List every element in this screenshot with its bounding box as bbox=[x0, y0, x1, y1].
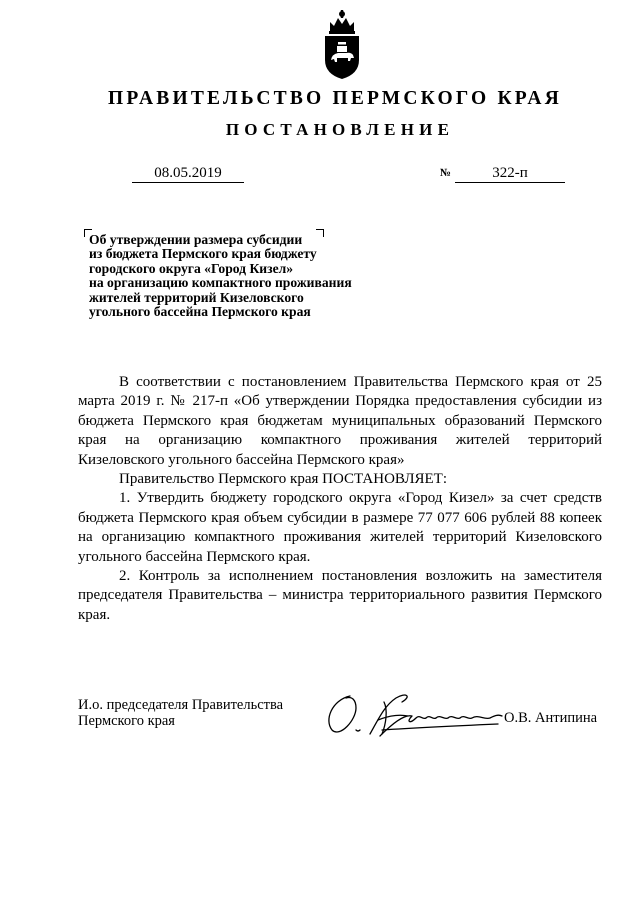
body-paragraph-item-2: 2. Контроль за исполнением постановления возложить на заместителя председателя Правительства – министра территориального развития Пермского края. bbox=[78, 568, 602, 623]
signer-position-line: Пермского края bbox=[78, 713, 175, 729]
signer-name: О.В. Антипина bbox=[504, 710, 598, 726]
document-date: 08.05.2019 bbox=[132, 164, 244, 183]
signer-position bbox=[78, 697, 283, 729]
body-paragraph-preamble: В соответствии с постановлением Правительства Пермского края от 25 марта 2019 г. № 217-п «Об утверждении Порядка предоставления субсидии из бюджета Пермского края бюджетам муниципальных образований Пермского края на организацию компактного проживания жителей территорий Кизеловского угольного бассейна Пермского края» bbox=[78, 374, 602, 468]
document-type: ПОСТАНОВЛЕНИЕ bbox=[225, 120, 455, 139]
number-sign: № bbox=[440, 167, 452, 179]
perm-krai-coat-of-arms-icon bbox=[322, 8, 362, 80]
document-body bbox=[78, 373, 602, 625]
subject-line: жителей территорий Кизеловского bbox=[89, 289, 304, 305]
document-number: 322-п bbox=[455, 164, 565, 183]
subject-line: на организацию компактного проживания bbox=[89, 275, 352, 291]
body-paragraph-resolves: Правительство Пермского края ПОСТАНОВЛЯЕТ: bbox=[119, 471, 448, 488]
signer-position-line: И.о. председателя Правительства bbox=[78, 697, 284, 713]
document-subject bbox=[89, 233, 399, 319]
subject-line: городского округа «Город Кизел» bbox=[89, 260, 294, 276]
handwritten-signature bbox=[322, 690, 512, 742]
subject-line: Об утверждении размера субсидии bbox=[89, 232, 303, 247]
subject-line: из бюджета Пермского края бюджету bbox=[89, 246, 317, 262]
body-paragraph-item-1: 1. Утвердить бюджету городского округа «Город Кизел» за счет средств бюджета Пермского края объем субсидии в размере 77 077 606 рублей 88 копеек на организацию компактного проживания жителей территорий Кизеловского угольного бассейна Пермского края. bbox=[78, 490, 602, 565]
subject-line: угольного бассейна Пермского края bbox=[89, 304, 311, 320]
government-title: ПРАВИТЕЛЬСТВО ПЕРМСКОГО КРАЯ bbox=[108, 88, 562, 109]
